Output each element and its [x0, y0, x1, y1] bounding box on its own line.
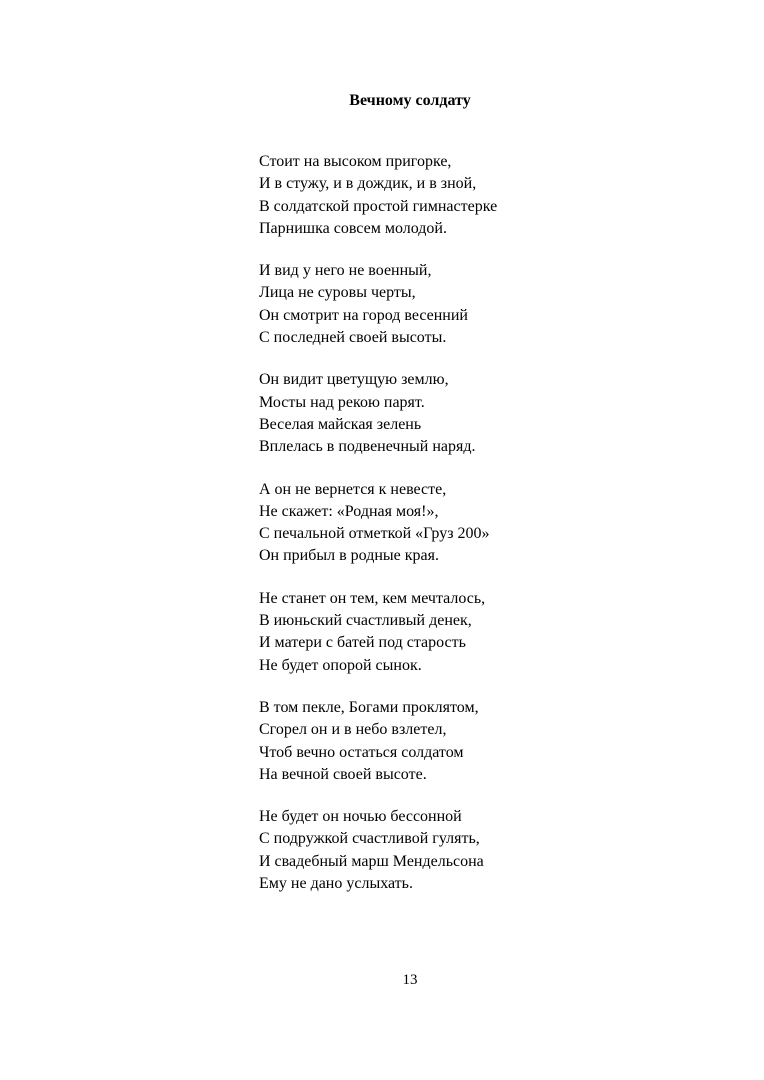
stanza-1 [259, 151, 699, 240]
poem-line: В солдатской простой гимнастерке [259, 197, 498, 215]
poem-line: И в стужу, и в дождик, и в зной, [259, 175, 477, 193]
stanza-4 [259, 479, 699, 568]
poem-title: Вечному солдату [349, 92, 471, 109]
poem-line: Мосты над рекою парят. [259, 393, 425, 411]
poem-line: А он не вернется к невесте, [259, 480, 447, 498]
poem-line: Он прибыл в родные края. [259, 547, 439, 565]
poem-line: И свадебный марш Мендельсона [259, 852, 484, 870]
poem-line: С подружкой счастливой гулять, [259, 830, 480, 848]
poem-line: С печальной отметкой «Груз 200» [259, 525, 490, 543]
poem-line: Он смотрит на город весенний [259, 306, 468, 324]
poem-body [259, 151, 699, 895]
poem-line: Не скажет: «Родная моя!», [259, 502, 439, 520]
stanza-5 [259, 588, 699, 677]
poem-line: На вечной своей высоте. [259, 765, 427, 783]
poem-line: Ему не дано услыхать. [259, 875, 413, 893]
poem-line: Стоит на высоком пригорке, [259, 153, 452, 170]
poem-line: И матери с батей под старость [259, 634, 466, 652]
poem-line: В июньский счастливый денек, [259, 612, 472, 630]
poem-line: Не будет опорой сынок. [259, 656, 422, 674]
stanza-2 [259, 260, 699, 349]
poem-line: Сгорел он и в небо взлетел, [259, 721, 447, 739]
poem-line: Парнишка совсем молодой. [259, 219, 447, 237]
poem-line: Не станет он тем, кем мечталось, [259, 589, 486, 607]
poem-line: Лица не суровы черты, [259, 284, 416, 302]
poem-line: Не будет он ночью бессонной [259, 808, 462, 826]
poem-line: Веселая майская зелень [259, 415, 422, 433]
poem-line: Чтоб вечно остаться солдатом [259, 743, 464, 761]
poem-line: С последней своей высоты. [259, 329, 447, 347]
poem-line: Он видит цветущую землю, [259, 371, 449, 389]
poem-line: В том пекле, Богами проклятом, [259, 698, 479, 716]
stanza-3 [259, 369, 699, 458]
stanza-6 [259, 697, 699, 786]
poem-line: Вплелась в подвенечный наряд. [259, 438, 476, 456]
page-number: 13 [402, 972, 418, 988]
poem-line: И вид у него не военный, [259, 262, 432, 280]
stanza-7 [259, 806, 699, 895]
